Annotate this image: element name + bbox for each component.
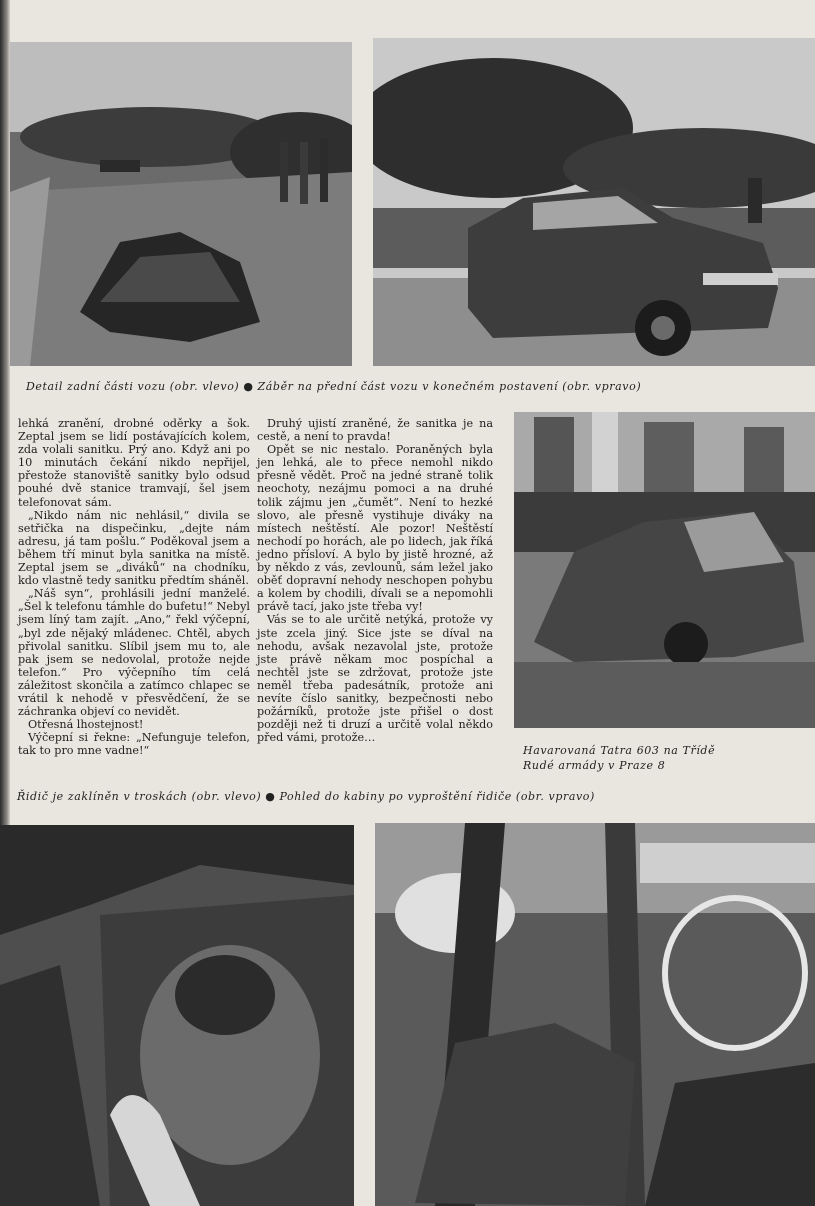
column1-paragraph: „Nikdo nám nic nehlásil,“ divila se setřička na dispečinku, „dejte nám adresu, já tam pošlu.“ Poděkoval jsem a během tří minut byla sanitka na místě. Zeptal jsem se „diváků“ na chodníku, kdo vlastně tedy sanitku předtím sháněl. xyxy=(18,508,250,588)
caption-top-right: Záběr na přední část vozu v konečném postavení (obr. vpravo) xyxy=(257,380,642,393)
column2-paragraph: Druhý ujistí zraněné, že sanitka je na cestě, a není to pravda! xyxy=(257,417,493,444)
photo-caption-line: Rudé armády v Praze 8 xyxy=(523,759,666,772)
caption-bottom-right: Pohled do kabiny po vyproštění řidiče (obr. vpravo) xyxy=(279,790,595,803)
column2-paragraph: Opět se nic nestalo. Poraněných byla jen lehká, ale to přece nemohl nikdo přesně vědět. Proč na jedné straně tolik neochoty, nezájmu pomoci a na druhé tolik zájmu jen „čumět“. Není to hezké slovo, ale přesně vystihuje diváky na místech neštěstí. Ale pozor! Neštěstí nechodí po horách, ale po lidech, jak říká jedno přísloví. A bylo by jistě hrozné, až by někdo z vás, zevlounů, sám ležel jako oběť dopravní nehody neschopen pohybu a kolem by chodili, dívali se a nepomohli právě tací, jako jste třeba vy! xyxy=(257,443,493,614)
caption-separator: ● xyxy=(243,380,254,393)
photo-driver-trapped xyxy=(0,825,354,1206)
photo-rear-detail xyxy=(10,42,352,366)
middle-captions xyxy=(17,790,595,803)
article-column-2 xyxy=(257,417,493,744)
caption-bottom-left: Řidič je zaklíněn v troskách (obr. vlevo) xyxy=(17,790,262,803)
photo-front-final-position xyxy=(373,38,815,366)
column1-paragraph: Výčepní si řekne: „Nefunguje telefon, tak to pro mne vadne!“ xyxy=(18,731,250,758)
photo-crashed-tatra-crowd xyxy=(514,412,815,728)
photo-caption-tatra xyxy=(523,743,783,773)
article-column-1 xyxy=(18,417,250,757)
photo-caption-line: Havarovaná Tatra 603 na Třídě xyxy=(523,744,716,757)
column1-paragraph: lehká zranění, drobné oděrky a šok. Zeptal jsem se lidí postávajících kolem, zda volali sanitku. Prý ano. Když ani po 10 minutách čekání nikdo nepřijel, přestože stanoviště sanitky bylo odsud pouhé dvě stanice tramvají, šel jsem telefonovat sám. xyxy=(18,417,250,509)
caption-top-left: Detail zadní části vozu (obr. vlevo) xyxy=(26,380,240,393)
column1-paragraph: Otřesná lhostejnost! xyxy=(28,718,144,732)
column1-paragraph: „Náš syn“, prohlásili jední manželé. „Šel k telefonu támhle do bufetu!“ Nebyl jsem líný tam zajít. „Ano,“ řekl výčepní, „byl zde nějaký mládenec. Chtěl, abych přivolal sanitku. Slíbil jsem mu to, ale pak jsem se nedovolal, protože nejde telefon.“ Pro výčepního tím celá záležitost skončila a zatímco chlapec se vrátil k nehodě v přesvědčení, že se záchranka objeví co nevidět. xyxy=(18,587,250,719)
caption-separator: ● xyxy=(265,790,276,803)
photo-cabin-interior xyxy=(375,823,815,1206)
top-captions xyxy=(26,380,641,393)
column2-paragraph: Vás se to ale určitě netýká, protože vy jste zcela jiný. Sice jste se díval na nehodu, avšak nezavolal jste, protože jste právě někam moc pospíchal a nechtěl jste se zdržovat, protože jste neměl třeba padesátník, protože ani nevíte číslo sanitky, bezpečnosti nebo požárníků, protože jste přišel o dost později než ti druzí a určitě volal někdo před vámi, protože… xyxy=(257,613,493,745)
